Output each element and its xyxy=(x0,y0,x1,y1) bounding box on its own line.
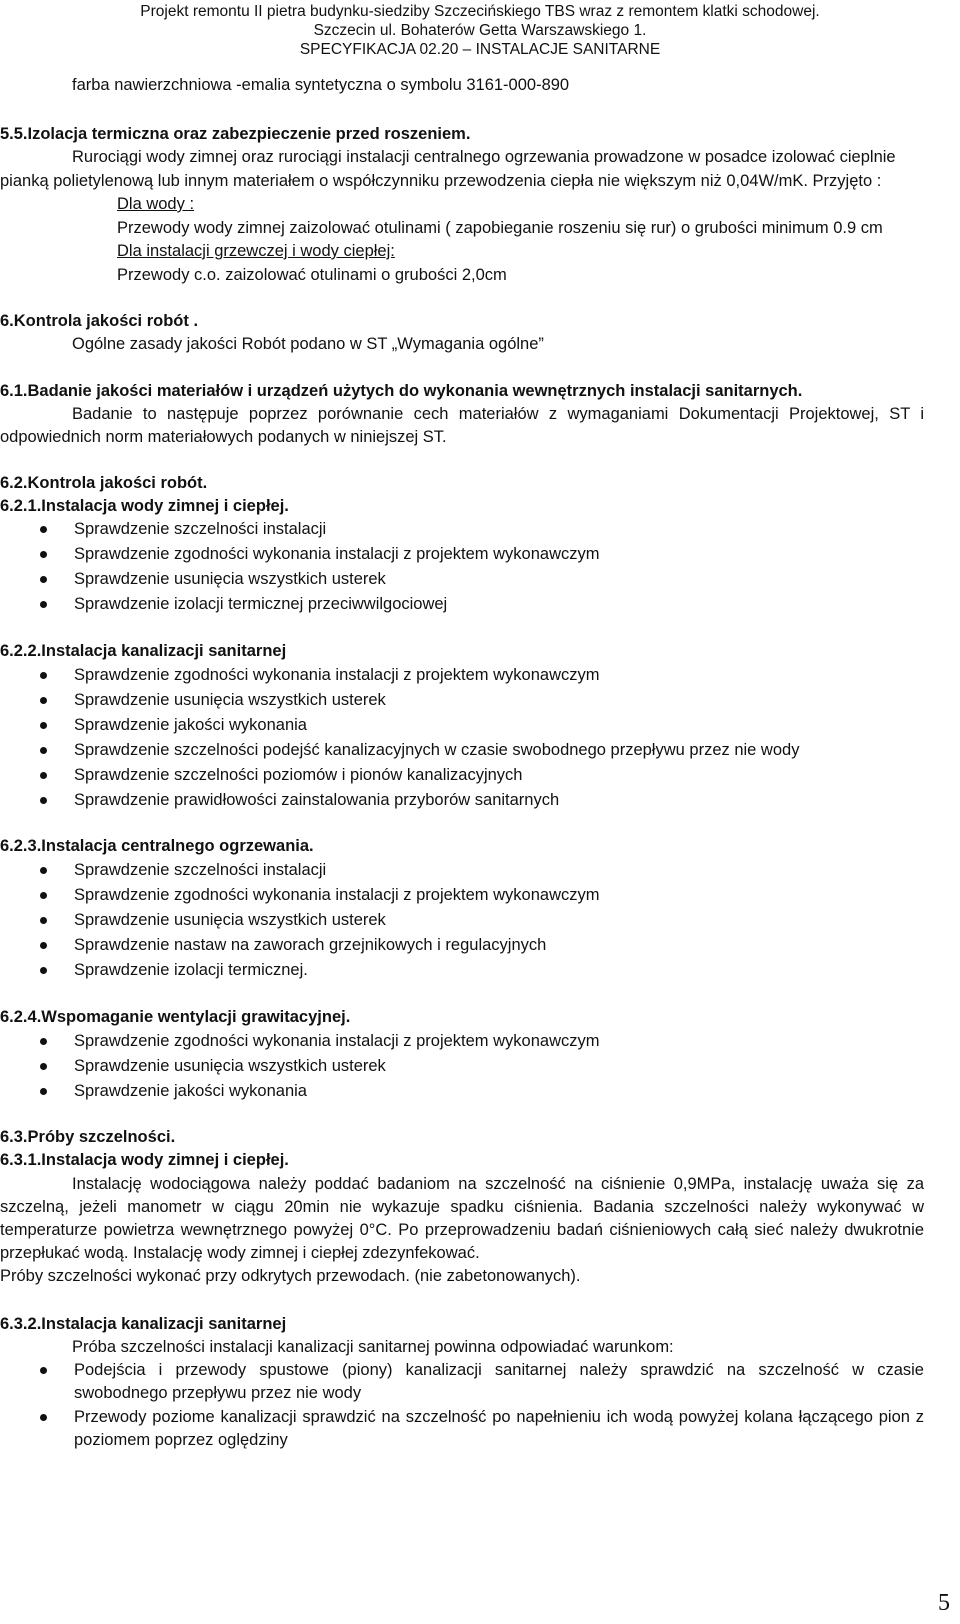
heating-text: Przewody c.o. zaizolować otulinami o grubości 2,0cm xyxy=(117,266,507,284)
bullet xyxy=(40,722,47,729)
list-item: Sprawdzenie zgodności wykonania instalacji z projektem wykonawczym xyxy=(74,545,600,563)
list-item: Sprawdzenie usunięcia wszystkich usterek xyxy=(74,570,386,588)
list-item: Sprawdzenie jakości wykonania xyxy=(74,1082,307,1100)
list-item: Sprawdzenie zgodności wykonania instalacji z projektem wykonawczym xyxy=(74,666,600,684)
list-item: Sprawdzenie jakości wykonania xyxy=(74,716,307,734)
header-address: Szczecin ul. Bohaterów Getta Warszawskiego 1. xyxy=(313,22,647,39)
paragraph-5-5-line2: pianką polietylenową lub innym materiałem o współczynniku przewodzenia ciepła nie większym niż 0,04W/mK. Przyjęto : xyxy=(0,172,882,190)
list-item: Sprawdzenie nastaw na zaworach grzejnikowych i regulacyjnych xyxy=(74,936,547,954)
paragraph-6-3-1-line4: przepłukać wodą. Instalację wody zimnej i ciepłej zdezynfekować. xyxy=(0,1244,480,1262)
bullet xyxy=(40,576,47,583)
bullet xyxy=(40,1367,47,1374)
bullet xyxy=(40,1414,47,1421)
paragraph-6-1-line1: Badanie to następuje poprzez porównanie cech materiałów z wymaganiami Dokumentacji Projektowej, ST i xyxy=(72,405,924,423)
list-item: Sprawdzenie szczelności podejść kanalizacyjnych w czasie swobodnego przepływu przez nie wody xyxy=(74,741,800,759)
list-item: Sprawdzenie usunięcia wszystkich usterek xyxy=(74,691,386,709)
heading-6-3-2: 6.3.2.Instalacja kanalizacji sanitarnej xyxy=(0,1315,287,1333)
list-item: Sprawdzenie zgodności wykonania instalacji z projektem wykonawczym xyxy=(74,886,600,904)
list-item-line1: Podejścia i przewody spustowe (piony) kanalizacji sanitarnej należy sprawdzić na szczelność w czasie xyxy=(74,1361,924,1379)
bullet xyxy=(40,967,47,974)
heading-6-3-1: 6.3.1.Instalacja wody zimnej i ciepłej. xyxy=(0,1151,289,1169)
paragraph-6-1-line2: odpowiednich norm materiałowych podanych w niniejszej ST. xyxy=(0,428,447,446)
water-text: Przewody wody zimnej zaizolować otulinami ( zapobieganie roszeniu się rur) o grubości minimum 0.9 cm xyxy=(117,219,883,237)
paragraph-5-5-line1: Rurociągi wody zimnej oraz rurociągi instalacji centralnego ogrzewania prowadzone w posadce izolować cieplnie xyxy=(72,148,896,166)
bullet xyxy=(40,1088,47,1095)
bullet xyxy=(40,1038,47,1045)
bullet xyxy=(40,917,47,924)
paragraph-6-3-1-line2: szczelną, jeżeli manometr w ciągu 20min nie wykazuje spadku ciśnienia. Badania szczelności należy wykonywać w xyxy=(0,1198,924,1216)
list-item-line2: poziomem poprzez oględziny xyxy=(74,1431,288,1449)
heading-5-5: 5.5.Izolacja termiczna oraz zabezpieczenie przed roszeniem. xyxy=(0,125,471,143)
heading-6-1: 6.1.Badanie jakości materiałów i urządzeń użytych do wykonania wewnętrznych instalacji sanitarnych. xyxy=(0,382,803,400)
list-item: Sprawdzenie usunięcia wszystkich usterek xyxy=(74,1057,386,1075)
header-title: Projekt remontu II pietra budynku-siedziby Szczecińskiego TBS wraz z remontem klatki schodowej. xyxy=(140,3,820,20)
bullet xyxy=(40,672,47,679)
heating-label: Dla instalacji grzewczej i wody ciepłej: xyxy=(117,242,395,260)
list-item: Sprawdzenie izolacji termicznej. xyxy=(74,961,308,979)
list-item-line1: Przewody poziome kanalizacji sprawdzić na szczelność po napełnieniu ich wodą powyżej kolana łączącego pion z xyxy=(74,1408,924,1426)
heading-6: 6.Kontrola jakości robót . xyxy=(0,312,199,330)
top-line: farba nawierzchniowa -emalia syntetyczna o symbolu 3161-000-890 xyxy=(72,76,570,94)
list-item: Sprawdzenie szczelności instalacji xyxy=(74,520,327,538)
section-6-3-2-intro: Próba szczelności instalacji kanalizacji sanitarnej powinna odpowiadać warunkom: xyxy=(72,1338,674,1356)
header-spec: SPECYFIKACJA 02.20 – INSTALACJE SANITARNE xyxy=(299,41,661,58)
paragraph-6-3-1-line1: Instalację wodociągowa należy poddać badaniom na szczelność na ciśnienie 0,9MPa, instalację uważa się za xyxy=(72,1175,924,1193)
paragraph-6-3-1-line3: temperaturze powietrza wewnętrznego powyżej 0°C. Po przeprowadzeniu badań ciśnieniowych całą sieć należy dwukrotnie xyxy=(0,1221,924,1239)
bullet xyxy=(40,601,47,608)
list-item: Sprawdzenie prawidłowości zainstalowania przyborów sanitarnych xyxy=(74,791,560,809)
water-label: Dla wody : xyxy=(117,195,195,213)
list-item: Sprawdzenie izolacji termicznej przeciwwilgociowej xyxy=(74,595,448,613)
list-item: Sprawdzenie usunięcia wszystkich usterek xyxy=(74,911,386,929)
list-item: Sprawdzenie zgodności wykonania instalacji z projektem wykonawczym xyxy=(74,1032,600,1050)
bullet xyxy=(40,697,47,704)
bullet xyxy=(40,526,47,533)
section-6-text: Ogólne zasady jakości Robót podano w ST „Wymagania ogólne” xyxy=(72,335,544,353)
bullet xyxy=(40,942,47,949)
bullet xyxy=(40,1063,47,1070)
list-item: Sprawdzenie szczelności instalacji xyxy=(74,861,327,879)
heading-6-3: 6.3.Próby szczelności. xyxy=(0,1128,176,1146)
bullet xyxy=(40,797,47,804)
bullet xyxy=(40,551,47,558)
bullet xyxy=(40,867,47,874)
page-number: 5 xyxy=(938,1590,950,1616)
bullet xyxy=(40,892,47,899)
list-item-line2: swobodnego przepływu przez nie wody xyxy=(74,1384,362,1402)
heading-6-2: 6.2.Kontrola jakości robót. xyxy=(0,474,208,492)
bullet xyxy=(40,747,47,754)
paragraph-6-3-1-line5: Próby szczelności wykonać przy odkrytych przewodach. (nie zabetonowanych). xyxy=(0,1267,581,1285)
heading-6-2-1: 6.2.1.Instalacja wody zimnej i ciepłej. xyxy=(0,497,289,515)
list-item: Sprawdzenie szczelności poziomów i pionów kanalizacyjnych xyxy=(74,766,523,784)
bullet xyxy=(40,772,47,779)
heading-6-2-2: 6.2.2.Instalacja kanalizacji sanitarnej xyxy=(0,642,287,660)
heading-6-2-4: 6.2.4.Wspomaganie wentylacji grawitacyjnej. xyxy=(0,1008,351,1026)
heading-6-2-3: 6.2.3.Instalacja centralnego ogrzewania. xyxy=(0,837,314,855)
